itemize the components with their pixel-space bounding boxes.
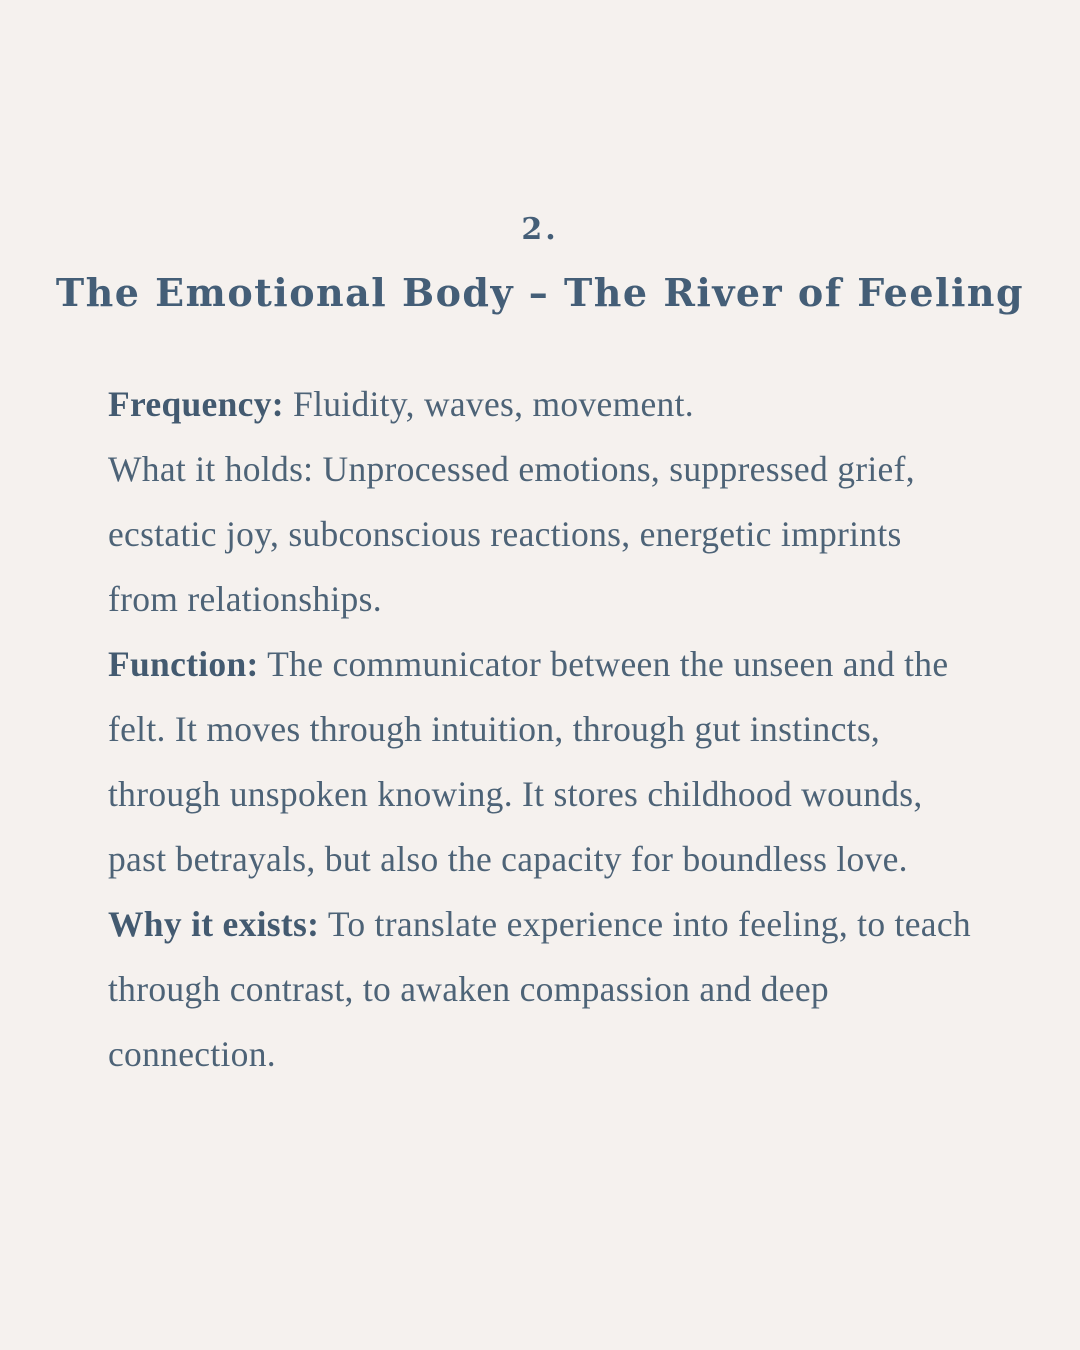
section-number: 2. <box>521 212 559 247</box>
why-it-exists-paragraph <box>108 892 978 1087</box>
why-it-exists-label: Why it exists: <box>108 904 320 944</box>
function-text: The communicator between the unseen and the felt. It moves through intuition, through gut instincts, through unspoken knowing. It stores childhood wounds, past betrayals, but also the capacity for boundless love. <box>108 644 949 879</box>
frequency-label: Frequency: <box>108 384 284 424</box>
frequency-text: Fluidity, waves, movement. <box>283 384 694 424</box>
section-body <box>108 372 978 1087</box>
function-label: Function: <box>108 644 259 684</box>
why-it-exists-text: To translate experience into feeling, to teach through contrast, to awaken compassion and deep connection. <box>108 904 971 1074</box>
what-it-holds-paragraph <box>108 437 978 632</box>
what-it-holds-text: What it holds: Unprocessed emotions, suppressed grief, ecstatic joy, subconscious reactions, energetic imprints from relationships. <box>108 449 915 619</box>
function-paragraph <box>108 632 978 892</box>
section-title: The Emotional Body – The River of Feeling <box>55 270 1025 315</box>
frequency-paragraph <box>108 372 978 437</box>
